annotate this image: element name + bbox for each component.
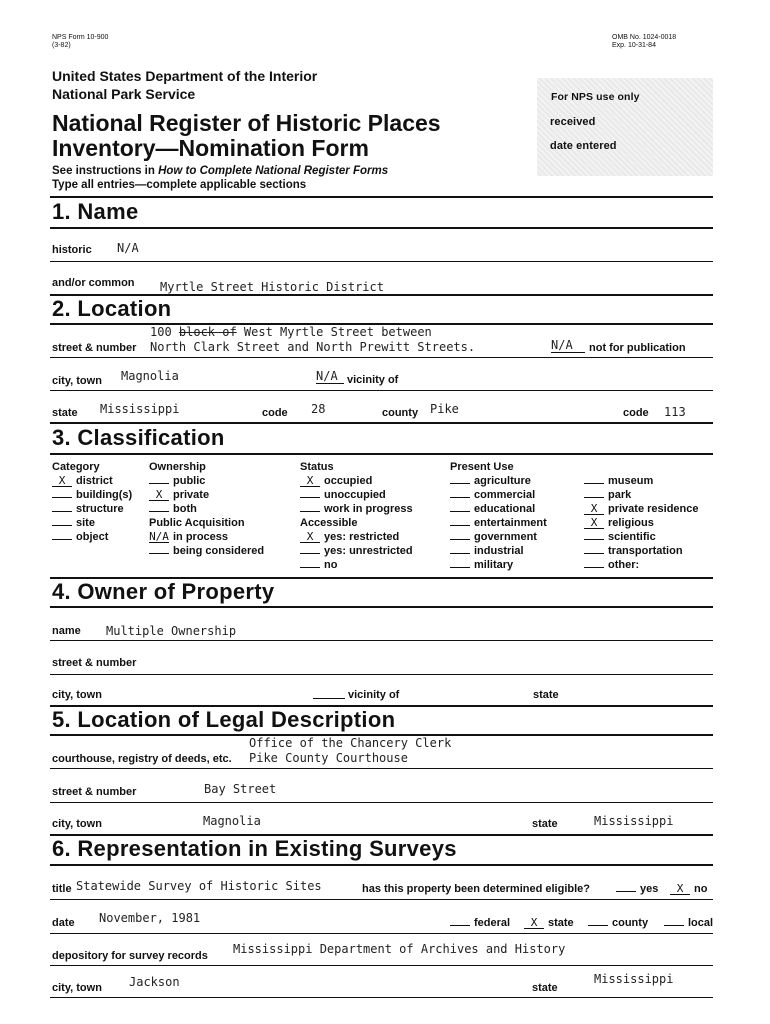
ownership-public[interactable] <box>149 474 264 488</box>
form-title-line1: National Register of Historic Places <box>52 110 441 136</box>
category-column <box>52 460 132 544</box>
status-unoccupied[interactable] <box>300 488 413 502</box>
ownership-header: Ownership <box>149 461 206 473</box>
legal-city-label: city, town <box>52 818 102 830</box>
state-label: state <box>52 407 78 419</box>
city-label: city, town <box>52 375 102 387</box>
option-label: unoccupied <box>324 489 386 501</box>
legal-state-label: state <box>532 818 558 830</box>
level-federal-option[interactable] <box>450 917 510 929</box>
survey-title-value[interactable]: Statewide Survey of Historic Sites <box>76 879 322 893</box>
checkbox-mark: X <box>584 504 604 515</box>
section-surveys-heading: 6. Representation in Existing Surveys <box>52 836 457 861</box>
checkbox-mark <box>616 891 636 892</box>
checkbox-mark <box>300 497 320 498</box>
checkbox-mark: X <box>524 918 544 929</box>
option-label: yes: unrestricted <box>324 545 413 557</box>
owner-vicinity-label: vicinity of <box>348 689 400 701</box>
form-number: NPS Form 10-900 <box>52 34 109 41</box>
legal-street-label: street & number <box>52 786 137 798</box>
courthouse-value-line2[interactable]: Pike County Courthouse <box>249 751 408 765</box>
option-label: work in progress <box>324 503 413 515</box>
divider <box>50 453 713 455</box>
option-label: other: <box>608 559 640 571</box>
option-label: transportation <box>608 545 683 557</box>
option-label: private residence <box>608 503 699 515</box>
option-label: both <box>173 503 197 515</box>
option-label: commercial <box>474 489 536 501</box>
street-part: West Myrtle Street between <box>236 325 432 339</box>
checkbox-mark <box>588 925 608 926</box>
code-label: code <box>262 407 288 419</box>
instructions-line1 <box>52 165 388 177</box>
use-scientific[interactable] <box>584 530 699 544</box>
present-use-column-2 <box>584 474 699 572</box>
street-part: 100 <box>150 325 179 339</box>
category-site[interactable] <box>52 516 132 530</box>
nps-use-label: For NPS use only <box>551 91 640 103</box>
code-value[interactable]: 28 <box>311 402 326 416</box>
level-state-option[interactable] <box>524 917 574 929</box>
divider <box>50 965 713 966</box>
divider <box>50 933 713 934</box>
status-work[interactable] <box>300 502 413 516</box>
ownership-column <box>149 460 264 558</box>
divider <box>50 768 713 769</box>
divider <box>50 227 713 229</box>
ownership-both[interactable] <box>149 502 264 516</box>
option-label: private <box>173 489 210 501</box>
option-label: no <box>694 883 708 895</box>
divider <box>50 422 713 424</box>
received-label: received <box>550 116 596 128</box>
checkbox-mark <box>450 553 470 554</box>
checkbox-mark <box>584 553 604 554</box>
divider <box>50 390 713 391</box>
vicinity-value[interactable]: N/A <box>316 369 344 384</box>
owner-state-label: state <box>533 689 559 701</box>
option-label: yes <box>640 883 659 895</box>
divider <box>50 606 713 608</box>
option-label: county <box>612 917 649 929</box>
option-label: occupied <box>324 475 373 487</box>
option-label: entertainment <box>474 517 547 529</box>
checkbox-mark: X <box>584 518 604 529</box>
checkbox-mark <box>664 925 684 926</box>
eligible-label: has this property been determined eligible? <box>362 883 590 895</box>
nfp-value[interactable]: N/A <box>551 338 585 353</box>
checkbox-mark <box>52 539 72 540</box>
date-entered-label: date entered <box>550 140 617 152</box>
legal-state-value[interactable]: Mississippi <box>594 814 674 828</box>
section-name-heading: 1. Name <box>52 199 139 224</box>
checkbox-mark <box>584 539 604 540</box>
use-military[interactable] <box>450 558 547 572</box>
accessible-header: Accessible <box>300 517 358 529</box>
survey-city-value[interactable]: Jackson <box>129 975 180 989</box>
depository-value[interactable]: Mississippi Department of Archives and History <box>233 942 566 956</box>
county-label: county <box>382 407 419 419</box>
option-label: park <box>608 489 632 501</box>
divider <box>50 997 713 998</box>
acquisition-in-process[interactable] <box>149 530 264 544</box>
city-value[interactable]: Magnolia <box>121 369 179 383</box>
option-label: in process <box>173 531 229 543</box>
instructions-ref: How to Complete National Register Forms <box>158 165 389 177</box>
historic-label: historic <box>52 244 92 256</box>
section-owner-heading: 4. Owner of Property <box>52 579 275 604</box>
option-label: site <box>76 517 95 529</box>
status-occupied[interactable] <box>300 474 413 488</box>
expiration-date: Exp. 10-31-84 <box>612 42 656 49</box>
level-local-option[interactable] <box>664 917 713 929</box>
option-label: industrial <box>474 545 524 557</box>
use-museum[interactable] <box>584 474 699 488</box>
form-date: (3-82) <box>52 42 71 49</box>
checkbox-mark <box>149 511 169 512</box>
common-label: and/or common <box>52 277 135 289</box>
present-use-header: Present Use <box>450 461 514 473</box>
use-transportation[interactable] <box>584 544 699 558</box>
option-label: agriculture <box>474 475 531 487</box>
vicinity-label: vicinity of <box>347 374 399 386</box>
option-label: public <box>173 475 206 487</box>
owner-vicinity-blank[interactable] <box>313 698 345 699</box>
use-commercial[interactable] <box>450 488 547 502</box>
survey-date-label: date <box>52 917 75 929</box>
form-title-line2: Inventory—Nomination Form <box>52 135 369 161</box>
checkbox-mark: X <box>670 884 690 895</box>
divider <box>50 357 713 358</box>
category-building[interactable] <box>52 488 132 502</box>
divider <box>50 864 713 866</box>
county-code-value[interactable]: 113 <box>664 405 686 419</box>
county-value[interactable]: Pike <box>430 402 459 416</box>
use-industrial[interactable] <box>450 544 547 558</box>
checkbox-mark <box>450 539 470 540</box>
legal-city-value[interactable]: Magnolia <box>203 814 261 828</box>
use-agriculture[interactable] <box>450 474 547 488</box>
checkbox-mark: X <box>149 490 169 501</box>
section-legal-heading: 5. Location of Legal Description <box>52 707 396 732</box>
option-label: military <box>474 559 514 571</box>
survey-state-label: state <box>532 982 558 994</box>
state-value[interactable]: Mississippi <box>100 402 180 416</box>
category-structure[interactable] <box>52 502 132 516</box>
option-label: no <box>324 559 338 571</box>
checkbox-mark <box>584 483 604 484</box>
option-label: building(s) <box>76 489 133 501</box>
county-code-label: code <box>623 407 649 419</box>
divider <box>50 640 713 641</box>
category-object[interactable] <box>52 530 132 544</box>
option-label: district <box>76 475 113 487</box>
divider <box>50 261 713 262</box>
checkbox-mark <box>149 483 169 484</box>
level-county-option[interactable] <box>588 917 648 929</box>
courthouse-label: courthouse, registry of deeds, etc. <box>52 753 232 765</box>
section-classification-heading: 3. Classification <box>52 425 225 450</box>
accessible-unrestricted[interactable] <box>300 544 413 558</box>
checkbox-mark <box>450 567 470 568</box>
divider <box>50 674 713 675</box>
omb-number: OMB No. 1024-0018 <box>612 34 677 41</box>
option-label: object <box>76 531 109 543</box>
status-header: Status <box>300 461 334 473</box>
category-district[interactable] <box>52 474 132 488</box>
service-title: National Park Service <box>52 86 196 102</box>
ownership-private[interactable] <box>149 488 264 502</box>
use-other[interactable] <box>584 558 699 572</box>
option-label: museum <box>608 475 654 487</box>
use-entertainment[interactable] <box>450 516 547 530</box>
checkbox-mark: X <box>52 476 72 487</box>
checkbox-mark <box>450 925 470 926</box>
owner-name-label: name <box>52 625 81 637</box>
option-label: yes: restricted <box>324 531 400 543</box>
owner-city-label: city, town <box>52 689 102 701</box>
survey-state-value[interactable]: Mississippi <box>594 972 674 986</box>
section-location-heading: 2. Location <box>52 296 172 321</box>
acquisition-header: Public Acquisition <box>149 517 245 529</box>
eligible-no-option[interactable] <box>670 883 707 895</box>
checkbox-mark <box>52 511 72 512</box>
checkbox-mark: N/A <box>149 530 169 543</box>
checkbox-mark <box>300 511 320 512</box>
category-header: Category <box>52 461 100 473</box>
checkbox-mark <box>450 483 470 484</box>
checkbox-mark <box>52 525 72 526</box>
use-private-residence[interactable] <box>584 502 699 516</box>
checkbox-mark <box>52 497 72 498</box>
survey-date-value[interactable]: November, 1981 <box>99 911 201 925</box>
checkbox-mark <box>450 511 470 512</box>
owner-street-label: street & number <box>52 657 137 669</box>
use-religious[interactable] <box>584 516 699 530</box>
option-label: religious <box>608 517 654 529</box>
option-label: state <box>548 917 574 929</box>
owner-name-value[interactable]: Multiple Ownership <box>106 624 237 638</box>
use-educational[interactable] <box>450 502 547 516</box>
checkbox-mark <box>300 567 320 568</box>
courthouse-value-line1[interactable]: Office of the Chancery Clerk <box>249 736 452 750</box>
divider <box>50 802 713 803</box>
divider <box>50 196 713 198</box>
option-label: government <box>474 531 537 543</box>
street-value-line2[interactable]: North Clark Street and North Prewitt Streets. <box>150 340 476 354</box>
accessible-restricted[interactable] <box>300 530 413 544</box>
historic-value[interactable]: N/A <box>117 241 139 255</box>
divider <box>50 899 713 900</box>
acquisition-considered[interactable] <box>149 544 264 558</box>
survey-city-label: city, town <box>52 982 102 994</box>
survey-title-label: title <box>52 883 72 895</box>
option-label: local <box>688 917 714 929</box>
common-value[interactable]: Myrtle Street Historic District <box>160 280 384 294</box>
present-use-column <box>450 460 547 572</box>
checkbox-mark <box>300 553 320 554</box>
use-government[interactable] <box>450 530 547 544</box>
accessible-no[interactable] <box>300 558 413 572</box>
option-label: being considered <box>173 545 265 557</box>
option-label: scientific <box>608 531 656 543</box>
checkbox-mark: X <box>300 532 320 543</box>
use-park[interactable] <box>584 488 699 502</box>
instructions-line2: Type all entries—complete applicable sections <box>52 179 307 191</box>
nfp-label: not for publication <box>589 342 686 354</box>
street-label: street & number <box>52 342 137 354</box>
eligible-yes-option[interactable] <box>616 883 658 895</box>
depository-label: depository for survey records <box>52 950 208 962</box>
legal-street-value[interactable]: Bay Street <box>204 782 277 796</box>
checkbox-mark <box>584 497 604 498</box>
street-value-line1[interactable] <box>150 325 432 339</box>
option-label: structure <box>76 503 124 515</box>
instructions-prefix: See instructions in <box>52 165 159 177</box>
option-label: federal <box>474 917 511 929</box>
checkbox-mark <box>450 525 470 526</box>
checkbox-mark <box>450 497 470 498</box>
option-label: educational <box>474 503 536 515</box>
street-strike: block of <box>178 325 237 339</box>
checkbox-mark <box>584 567 604 568</box>
checkbox-mark <box>149 553 169 554</box>
status-column <box>300 460 413 572</box>
checkbox-mark: X <box>300 476 320 487</box>
department-title: United States Department of the Interior <box>52 68 318 84</box>
